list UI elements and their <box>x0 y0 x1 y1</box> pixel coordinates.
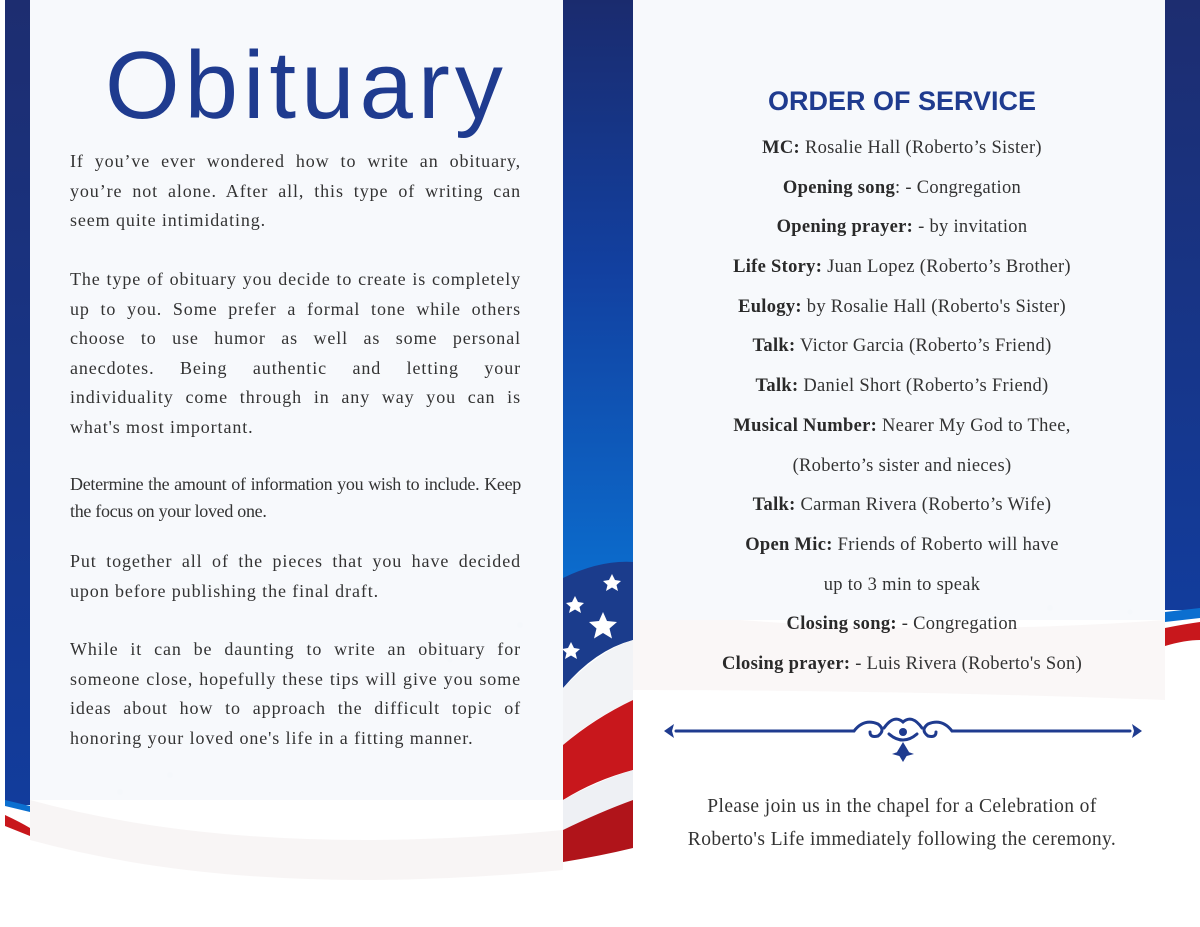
service-item-label: Talk: <box>752 336 796 357</box>
left-edge-bar <box>5 0 30 805</box>
service-item-text: Nearer My God to Thee, <box>877 415 1071 436</box>
page-title: Obituary <box>105 32 508 139</box>
service-item-label: Eulogy: <box>738 296 802 317</box>
paragraph-type: The type of obituary you decide to create is completely up to you. Some prefer a formal tone while others choose to use humor as well as some personal anecdotes. Being authentic and letting your individuality come through in any way you can is what's most important. <box>70 269 521 437</box>
service-item-label: Musical Number: <box>733 415 878 436</box>
service-item-text: up to 3 min to speak <box>823 574 981 595</box>
closing-line: Roberto's Life immediately following the ceremony. <box>687 829 1117 850</box>
service-item-text: Rosalie Hall (Roberto’s Sister) <box>800 138 1042 158</box>
service-list <box>633 133 1171 689</box>
closing-line: Please join us in the chapel for a Celebration of <box>707 796 1097 817</box>
service-item-text: Victor Garcia (Roberto’s Friend) <box>795 336 1052 357</box>
service-item-text: - Congregation <box>896 614 1018 635</box>
service-item-text: Daniel Short (Roberto’s Friend) <box>798 376 1049 397</box>
service-item <box>633 649 1171 689</box>
service-item <box>633 331 1171 371</box>
service-item <box>633 570 1171 610</box>
service-item <box>633 411 1171 451</box>
service-item-label: Talk: <box>755 376 799 397</box>
service-item-text: Juan Lopez (Roberto’s Brother) <box>822 257 1071 278</box>
service-item-text: Friends of Roberto will have <box>832 534 1059 555</box>
service-item-label: Opening song <box>782 177 895 198</box>
service-item <box>633 133 1171 173</box>
paragraph-intro: If you’ve ever wondered how to write an obituary, you’re not alone. After all, this type of writing can seem quite intimidating. <box>70 151 521 230</box>
service-item-text: by Rosalie Hall (Roberto's Sister) <box>801 296 1066 317</box>
service-item-label: Open Mic: <box>745 534 833 555</box>
service-item <box>633 609 1171 649</box>
service-item <box>633 173 1171 213</box>
ornament-divider-icon <box>664 710 1142 768</box>
closing-message <box>633 790 1171 856</box>
service-item-label: MC: <box>762 138 801 158</box>
service-item <box>633 530 1171 570</box>
service-item-label: Closing prayer: <box>721 653 851 674</box>
service-item-text: Carman Rivera (Roberto’s Wife) <box>795 495 1052 516</box>
order-of-service-title: ORDER OF SERVICE <box>767 86 1037 116</box>
middle-blue-band <box>563 0 633 600</box>
paragraph-amount: Determine the amount of information you wish to include. Keep the focus on your loved one. <box>70 474 521 521</box>
service-item <box>633 490 1171 530</box>
service-item-label: Opening prayer: <box>776 217 914 238</box>
service-item <box>633 212 1171 252</box>
service-item <box>633 451 1171 491</box>
service-item-text: : - Congregation <box>895 177 1022 198</box>
service-item-text: - by invitation <box>913 217 1028 238</box>
service-item <box>633 371 1171 411</box>
paragraph-closing: While it can be daunting to write an obituary for someone close, hopefully these tips will give you some ideas about how to approach the difficult topic of honoring your loved one's life in a fitting manner. <box>70 639 521 748</box>
service-item-text: (Roberto’s sister and nieces) <box>792 455 1012 476</box>
service-item-text: - Luis Rivera (Roberto's Son) <box>850 653 1083 674</box>
service-item-label: Life Story: <box>733 257 823 278</box>
service-item <box>633 292 1171 332</box>
left-edge-red-wave <box>5 815 30 836</box>
service-item <box>633 252 1171 292</box>
service-item-label: Closing song: <box>786 614 897 635</box>
paragraph-pieces: Put together all of the pieces that you have decided upon before publishing the final draft. <box>70 551 521 601</box>
service-item-label: Talk: <box>752 495 796 516</box>
